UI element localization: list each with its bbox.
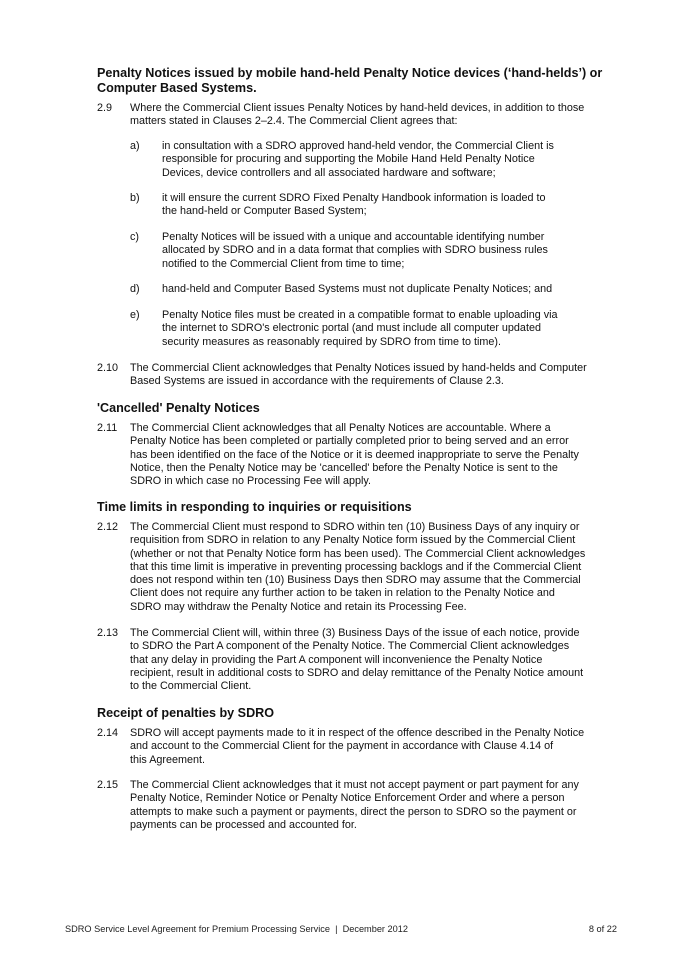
clause-text-2-10: The Commercial Client acknowledges that Penalty Notices issued by hand-helds and Computer Based Systems are issued in accordance with the requirements of Clause 2.3. [130,362,587,388]
clause-number-2-15: 2.15 [97,779,119,791]
sub-item-label-d: d) [130,283,140,295]
clause-text-2-11: The Commercial Client acknowledges that all Penalty Notices are accountable. Where a Penalty Notice has been completed or partially completed prior to being served and an error has been identified on the face of the Notice or it is deemed inappropriate to serve the Penalty Notice, then the Penalty Notice may be 'cancelled' before the Penalty Notice is sent to the SDRO in which case no Processing Fee will apply. [130,422,579,488]
clause-text-2-12: The Commercial Client must respond to SDRO within ten (10) Business Days of any inquiry or requisition from SDRO in relation to any Penalty Notice form issued by the Commercial Client (whether or not that Penalty Notice form has been used). The Commercial Client acknowledges that this time limit is imperative in preventing processing backlogs and if the Commercial Client does not respond within ten (10) Business Days then SDRO may assume that the Commercial Client does not require any further action to be taken in relation to the Penalty Notice and SDRO may withdraw the Penalty Notice and retain its Processing Fee. [130,521,586,613]
footer-page-number: 8 of 22 [588,924,617,934]
clause-number-2-13: 2.13 [97,627,119,639]
clause-number-2-12: 2.12 [97,521,119,533]
section-heading-handhelds: Penalty Notices issued by mobile hand-held Penalty Notice devices (‘hand-helds’) or Computer Based Systems. [97,66,603,95]
sub-item-text-d: hand-held and Computer Based Systems must not duplicate Penalty Notices; and [162,283,553,295]
clause-text-2-13: The Commercial Client will, within three (3) Business Days of the issue of each notice, provide to SDRO the Part A component of the Penalty Notice. The Commercial Client acknowledges that any delay in providing the Part A component will inconvenience the Penalty Notice recipient, result in additional costs to SDRO and delay remittance of the Penalty Notice amount to the Commercial Client. [130,627,584,693]
sub-item-label-e: e) [130,309,140,321]
sub-item-label-b: b) [130,192,140,204]
sub-item-text-c: Penalty Notices will be issued with a unique and accountable identifying number allocated by SDRO and in a data format that complies with SDRO business rules notified to the Commercial Client from time to time; [162,231,548,270]
section-heading-receipt: Receipt of penalties by SDRO [97,706,275,720]
clause-number-2-10: 2.10 [97,362,119,374]
footer-document-title: SDRO Service Level Agreement for Premium Processing Service | December 2012 [65,924,408,934]
clause-number-2-11: 2.11 [97,422,118,434]
sub-item-label-a: a) [130,140,140,152]
section-heading-cancelled: 'Cancelled' Penalty Notices [97,401,260,415]
clause-text-2-9: Where the Commercial Client issues Penalty Notices by hand-held devices, in addition to those matters stated in Clauses 2–2.4. The Commercial Client agrees that: [130,102,585,128]
section-heading-time-limits: Time limits in responding to inquiries or requisitions [97,500,412,514]
sub-item-text-e: Penalty Notice files must be created in a compatible format to enable uploading via the internet to SDRO's electronic portal (and must include all computer updated security measures as reasonably required by SDRO from time to time). [162,309,558,348]
sub-item-text-a: in consultation with a SDRO approved hand-held vendor, the Commercial Client is responsible for procuring and supporting the Mobile Hand Held Penalty Notice Devices, device controllers and all associated hardware and software; [162,140,554,179]
clause-text-2-14: SDRO will accept payments made to it in respect of the offence described in the Penalty Notice and account to the Commercial Client for the payment in accordance with Clause 4.14 of this Agreement. [130,727,585,766]
clause-text-2-15: The Commercial Client acknowledges that it must not accept payment or part payment for any Penalty Notice, Reminder Notice or Penalty Notice Enforcement Order and where a person attempts to make such a payment or payments, direct the person to SDRO so the payment or payments can be processed and accounted for. [130,779,579,831]
sub-item-label-c: c) [130,231,139,243]
clause-number-2-9: 2.9 [97,102,113,114]
clause-number-2-14: 2.14 [97,727,119,739]
sub-item-text-b: it will ensure the current SDRO Fixed Penalty Handbook information is loaded to the hand-held or Computer Based System; [162,192,546,218]
